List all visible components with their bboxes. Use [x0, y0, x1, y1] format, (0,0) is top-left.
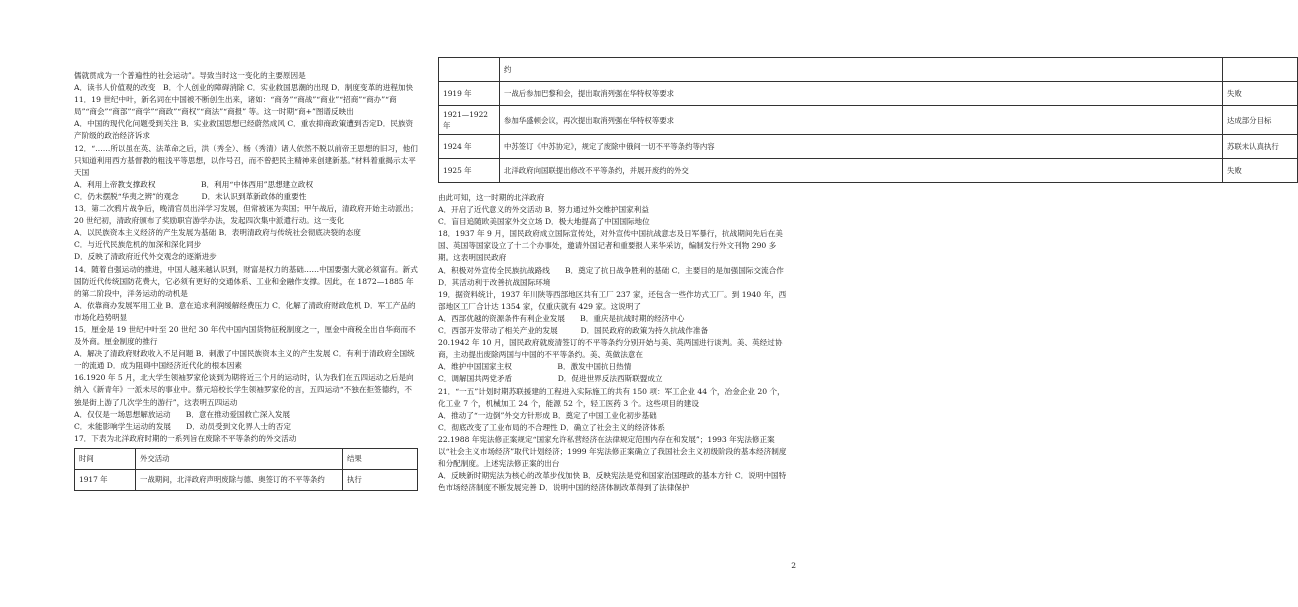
paragraph: C．与近代民族危机的加深和深化同步: [74, 240, 202, 250]
table-cell: 达成部分目标: [1223, 106, 1298, 135]
table-row: [439, 135, 1298, 159]
paragraph: 22.1988 年宪法修正案规定“国家允许私营经济在法律规定范围内存在和发展”；1993 年宪法修正案以“社会主义市场经济”取代计划经济；1999 年宪法修正案确立了我国社会主义初级阶段的基本经济制度和分配制度。上述宪法修正案的出台: [438, 434, 787, 469]
paragraph: A．反映新时期宪法为核心的改革步伐加快 B．反映宪法是党和国家治国理政的基本方针 C．说明中国特色市场经济制度不断发展完善 D．说明中国的经济体制改革得到了法律保护: [438, 471, 787, 493]
paragraph: C．仍未摆脱“华夷之辨”的观念 D．未认识到革新政体的重要性: [74, 191, 307, 201]
table-cell: 约: [500, 58, 1223, 82]
paragraph: C．彻底改变了工业布局的不合理性 D．确立了社会主义的经济体系: [438, 422, 665, 432]
table-cell: 1917 年: [75, 469, 136, 490]
paragraph: A．解决了清政府财政收入不足问题 B．刺激了中国民族资本主义的产生发展 C．有利于清政府全国统一的流通 D．成为阻碍中国经济近代化的根本因素: [74, 349, 415, 371]
table-header-cell: 结果: [343, 448, 418, 469]
paragraph: C．盲目追随欧美国家外交立场 D．极大地提高了中国国际地位: [438, 217, 650, 227]
paragraph: 18．1937 年 9 月，国民政府成立国际宣传处，对外宣传中国抗战意志及日军暴行，抗战期间先后在美国、英国等国家设立了十二个办事处，邀请外国记者和重要报人来华采访，编制发行外文刊物 290 多期。这表明国民政府: [438, 229, 783, 263]
right-column: [438, 192, 800, 494]
paragraph: A．推动了“一边倒”外交方针形成 B．奠定了中国工业化初步基础: [438, 410, 657, 420]
table-cell: 中苏签订《中苏协定》，规定了废除中俄间一切不平等条约等内容: [500, 135, 1223, 159]
table-row: [439, 58, 1298, 82]
paragraph: 由此可知，这一时期的北洋政府: [438, 193, 545, 202]
table-header-cell: 外交活动: [136, 448, 343, 469]
paragraph: 12．“……所以虽在英、法革命之后，洪（秀全）、杨（秀清）诸人依然不脱以前帝王思想的旧习，他们只知道利用西方基督教的粗浅平等思想，以作号召，而不曾把民主精神来创建新基。”材料着重揭示太平天国: [74, 143, 418, 177]
diplomacy-table-part2: [438, 57, 1298, 183]
paragraph: C．调解国共两党矛盾 D．促进世界反法西斯联盟成立: [438, 374, 663, 384]
left-column: [74, 70, 418, 491]
table-row: [439, 82, 1298, 106]
paragraph: 13．第二次鸦片战争后，晚清官员出洋学习发展，但常被诬为卖国；甲午战后，清政府开始主动派出；20 世纪初，清政府颁布了奖励职官游学办法，发起四次集中派遣行动。这一变化: [74, 204, 418, 226]
table-cell: 苏联未认真执行: [1223, 135, 1298, 159]
table-cell: 北洋政府向国联提出修改不平等条约，并展开废约的外交: [500, 159, 1223, 183]
paragraph: 20.1942 年 10 月，国民政府就废清签订的不平等条约分别开始与美、英两国进行谈判。美、英经过协商，主动提出废除两国与中国的不平等条约。美、英做法意在: [438, 338, 783, 360]
page-number: 2: [791, 561, 796, 570]
table-cell: 失败: [1223, 159, 1298, 183]
paragraph: 17．下表为北洋政府时期的一系列旨在废除不平等条约的外交活动: [74, 433, 297, 443]
table-cell: 一战期间，北洋政府声明废除与德、奥签订的不平等条约: [136, 469, 343, 490]
paragraph: A．西部优越的资源条件有利企业发展 B．重庆是抗战时期的经济中心: [438, 313, 685, 323]
table-cell: 1924 年: [439, 135, 500, 159]
paragraph: D．反映了清政府近代外交观念的逐渐进步: [74, 252, 217, 262]
table-cell: 1925 年: [439, 159, 500, 183]
table-cell: 失败: [1223, 82, 1298, 106]
paragraph: 16.1920 年 5 月，北大学生领袖罗家伦谈到为期将近三个月的运动时，认为我们在五四运动之后是向纳入《新青年》一派未尽的事业中。蔡元培校长学生领袖罗家伦的言，五四运动“不独在拒签德约，不独是街上游了几次学生的游行”，这表明五四运动: [74, 373, 414, 407]
paragraph: A．以民族资本主义经济的产生发展为基础 B．表明清政府与传统社会彻底决裂的态度: [74, 228, 361, 238]
paragraph: A．仅仅是一场思想解放运动 B．意在推动爱国救亡深入发展: [74, 409, 291, 419]
paragraph: C．西部开发带动了相关产业的发展 D．国民政府的政策为持久抗战作准备: [438, 326, 709, 336]
table-row: [75, 469, 418, 490]
table-row: [439, 159, 1298, 183]
paragraph: 19．据资料统计，1937 年川陕等西部地区共有工厂 237 家，还包含一些作坊式工厂。到 1940 年，西部地区工厂合计达 1354 家，仅重庆就有 429 家。这说明了: [438, 289, 787, 311]
table-cell: 一战后参加巴黎和会，提出取消列强在华特权等要求: [500, 82, 1223, 106]
paragraph: 儒就贯成为一个普遍性的社会运动”。导致当时这一变化的主要原因是: [74, 71, 306, 80]
paragraph: A．读书人价值观的改变 B．个人创业的障碍消除 C．实业救国思潮的出现 D．制度变革的进程加快 11．19 世纪中叶，新名词在中国被不断创生出来，诸如：“商务”“商战”“商业”“招商”“商办”“商局”“商会”“商部”“商学”“商政”“商权”“商法”“商报” 等。这一时期“商+”图谱反映出: [74, 83, 416, 117]
table-cell: 执行: [343, 469, 418, 490]
paragraph: C．未能影响学生运动的发展 D．动员受到文化界人士的否定: [74, 421, 291, 431]
diplomacy-table-part1: [74, 448, 418, 491]
table-cell: [1223, 58, 1298, 82]
paragraph: A．开启了近代意义的外交活动 B．努力通过外交维护国家利益: [438, 205, 649, 215]
paragraph: A．维护中国国家主权 B．激发中国抗日热情: [438, 362, 632, 372]
paragraph: 21．“一五”计划时期苏联援建的工程进入实际施工的共有 150 项：军工企业 44 个，冶金企业 20 个，化工业 7 个，机械加工 24 个，能源 52 个，轻工医药 3 个。这些项目的建设: [438, 386, 785, 408]
paragraph: 15．厘金是 19 世纪中叶至 20 世纪 30 年代中国内国货物征税制度之一，厘金中商税全出自华商而不及外商。厘金制度的推行: [74, 324, 416, 347]
table-row: [439, 106, 1298, 135]
table-cell: 参加华盛顿会议，再次提出取消列强在华特权等要求: [500, 106, 1223, 135]
table-cell: [439, 58, 500, 82]
paragraph: A．中国的现代化问题受到关注 B．实业救国思想已经蔚然成风 C．重农抑商政策遭到否定D．民族资产阶级的政治经济诉求: [74, 119, 414, 141]
table-cell: 1919 年: [439, 82, 500, 106]
table-cell: 1921—1922 年: [439, 106, 500, 135]
paragraph: A．利用上帝教支撑政权 B．利用“中体西用”思想建立政权: [74, 179, 314, 189]
table-header-row: [75, 448, 418, 469]
paragraph: A．依靠商办发展军用工业 B．意在追求利润缓解经费压力 C．化解了清政府财政危机 D．军工产品的市场化趋势明显: [74, 300, 416, 322]
table-header-cell: 时间: [75, 448, 136, 469]
paragraph: A．积极对外宣传全民族抗战路线 B．奠定了抗日战争胜利的基础 C．主要目的是加强国际交流合作 D．其活动利于改善抗战国际环境: [438, 265, 800, 287]
paragraph: 14．随着自强运动的推进，中国人越来越认识到，财富是权力的基础……中国要强大就必须富有。新式国防近代传统国防花费大，它必须有更好的交通体系、工业和金融作支撑。因此，在 1872—1885 年的第二阶段中，洋务运动的动机是: [74, 264, 418, 298]
